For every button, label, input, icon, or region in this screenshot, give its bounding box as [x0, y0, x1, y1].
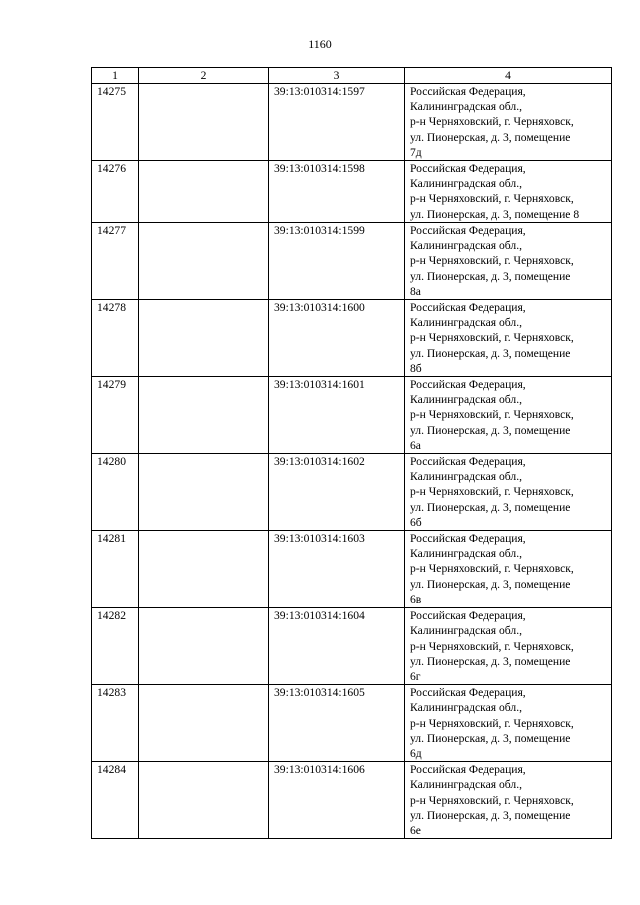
address-cell	[405, 762, 612, 839]
address-line: Калининградская обл.,	[410, 778, 522, 792]
address-line: р-н Черняховский, г. Черняховск,	[410, 562, 574, 576]
row-number: 14284	[92, 762, 139, 839]
cadastral-number: 39:13:010314:1606	[269, 762, 405, 839]
address-line: ул. Пионерская, д. 3, помещение 8	[410, 207, 580, 221]
row-number: 14279	[92, 377, 139, 454]
row-col2-cell	[139, 454, 269, 531]
table-row	[92, 608, 612, 685]
address-cell	[405, 454, 612, 531]
address-line: р-н Черняховский, г. Черняховск,	[410, 331, 574, 345]
address-cell	[405, 608, 612, 685]
address-line: Российская Федерация,	[410, 455, 526, 469]
cadastral-number: 39:13:010314:1598	[269, 161, 405, 223]
address-line: ул. Пионерская, д. 3, помещение	[410, 269, 571, 283]
address-line: Калининградская обл.,	[410, 316, 522, 330]
cadastral-number: 39:13:010314:1604	[269, 608, 405, 685]
row-col2-cell	[139, 223, 269, 300]
table-row	[92, 762, 612, 839]
cadastral-number: 39:13:010314:1597	[269, 84, 405, 161]
table-row	[92, 223, 612, 300]
address-line: Калининградская обл.,	[410, 393, 522, 407]
table-row	[92, 161, 612, 223]
column-header-3: 3	[269, 68, 405, 84]
row-col2-cell	[139, 377, 269, 454]
address-cell	[405, 84, 612, 161]
address-line: Российская Федерация,	[410, 162, 526, 176]
row-number: 14276	[92, 161, 139, 223]
row-number: 14278	[92, 300, 139, 377]
address-cell	[405, 531, 612, 608]
address-line: ул. Пионерская, д. 3, помещение	[410, 577, 571, 591]
address-line: Калининградская обл.,	[410, 701, 522, 715]
address-line: 7д	[410, 145, 422, 159]
address-line: Российская Федерация,	[410, 301, 526, 315]
address-line: Российская Федерация,	[410, 686, 526, 700]
row-number: 14281	[92, 531, 139, 608]
row-number: 14283	[92, 685, 139, 762]
address-line: р-н Черняховский, г. Черняховск,	[410, 408, 574, 422]
address-line: ул. Пионерская, д. 3, помещение	[410, 731, 571, 745]
table-row	[92, 454, 612, 531]
address-cell	[405, 300, 612, 377]
address-line: 6в	[410, 592, 422, 606]
address-line: р-н Черняховский, г. Черняховск,	[410, 254, 574, 268]
column-header-4: 4	[405, 68, 612, 84]
address-cell	[405, 223, 612, 300]
cadastral-number: 39:13:010314:1605	[269, 685, 405, 762]
address-line: 6б	[410, 515, 422, 529]
cadastral-number: 39:13:010314:1602	[269, 454, 405, 531]
address-line: р-н Черняховский, г. Черняховск,	[410, 192, 574, 206]
address-line: Российская Федерация,	[410, 532, 526, 546]
table-row	[92, 685, 612, 762]
table-row	[92, 300, 612, 377]
column-header-2: 2	[139, 68, 269, 84]
row-number: 14275	[92, 84, 139, 161]
address-line: Калининградская обл.,	[410, 547, 522, 561]
row-col2-cell	[139, 300, 269, 377]
address-line: Российская Федерация,	[410, 378, 526, 392]
registry-table	[91, 67, 612, 839]
address-cell	[405, 377, 612, 454]
address-line: Калининградская обл.,	[410, 177, 522, 191]
table-row	[92, 84, 612, 161]
cadastral-number: 39:13:010314:1600	[269, 300, 405, 377]
row-number: 14280	[92, 454, 139, 531]
address-cell	[405, 685, 612, 762]
address-line: Калининградская обл.,	[410, 624, 522, 638]
address-line: ул. Пионерская, д. 3, помещение	[410, 346, 571, 360]
row-col2-cell	[139, 161, 269, 223]
column-header-1: 1	[92, 68, 139, 84]
address-line: ул. Пионерская, д. 3, помещение	[410, 130, 571, 144]
address-line: Российская Федерация,	[410, 85, 526, 98]
address-line: 6г	[410, 669, 421, 683]
address-line: р-н Черняховский, г. Черняховск,	[410, 115, 574, 129]
address-line: ул. Пионерская, д. 3, помещение	[410, 423, 571, 437]
address-line: р-н Черняховский, г. Черняховск,	[410, 485, 574, 499]
row-col2-cell	[139, 84, 269, 161]
address-line: Калининградская обл.,	[410, 470, 522, 484]
address-line: 6е	[410, 823, 421, 837]
address-line: 6а	[410, 438, 421, 452]
cadastral-number: 39:13:010314:1601	[269, 377, 405, 454]
row-col2-cell	[139, 685, 269, 762]
address-line: р-н Черняховский, г. Черняховск,	[410, 639, 574, 653]
row-col2-cell	[139, 531, 269, 608]
address-line: ул. Пионерская, д. 3, помещение	[410, 500, 571, 514]
address-line: Российская Федерация,	[410, 224, 526, 238]
address-line: р-н Черняховский, г. Черняховск,	[410, 793, 574, 807]
address-line: 8б	[410, 361, 422, 375]
cadastral-number: 39:13:010314:1603	[269, 531, 405, 608]
address-line: 6д	[410, 746, 422, 760]
address-line: Российская Федерация,	[410, 609, 526, 623]
cadastral-number: 39:13:010314:1599	[269, 223, 405, 300]
page-number: 1160	[308, 37, 332, 51]
address-line: Калининградская обл.,	[410, 239, 522, 253]
address-line: ул. Пионерская, д. 3, помещение	[410, 654, 571, 668]
row-col2-cell	[139, 608, 269, 685]
address-line: р-н Черняховский, г. Черняховск,	[410, 716, 574, 730]
table-row	[92, 377, 612, 454]
table-header-row	[92, 68, 612, 84]
table-row	[92, 531, 612, 608]
address-line: Калининградская обл.,	[410, 100, 522, 114]
address-line: Российская Федерация,	[410, 763, 526, 777]
address-line: 8а	[410, 284, 421, 298]
row-col2-cell	[139, 762, 269, 839]
row-number: 14277	[92, 223, 139, 300]
address-cell	[405, 161, 612, 223]
address-line: ул. Пионерская, д. 3, помещение	[410, 808, 571, 822]
table-body	[92, 84, 612, 839]
row-number: 14282	[92, 608, 139, 685]
